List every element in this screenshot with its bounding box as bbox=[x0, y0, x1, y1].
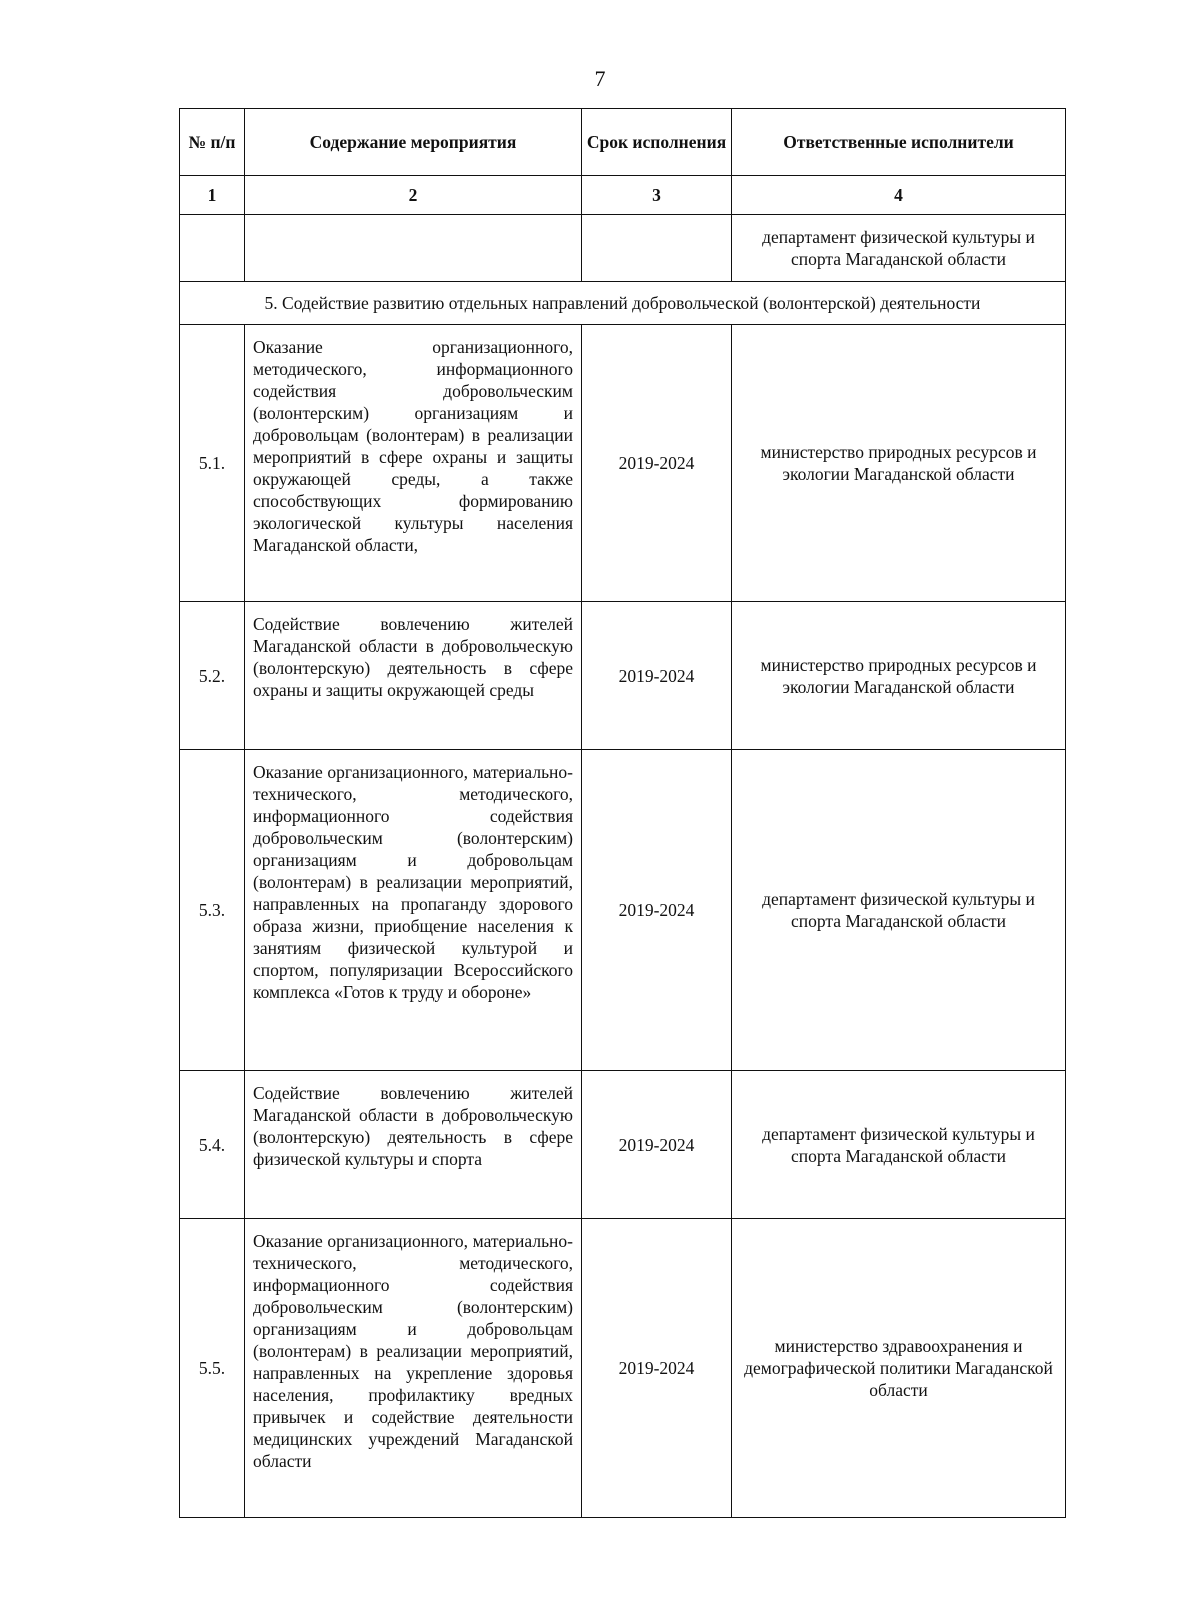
table-header-row bbox=[180, 109, 1066, 176]
row-responsible: министерство природных ресурсов и экологии Магаданской области bbox=[732, 325, 1066, 602]
row-responsible: министерство здравоохранения и демографической политики Магаданской области bbox=[732, 1219, 1066, 1518]
row-content: Содействие вовлечению жителей Магаданской области в добровольческую (волонтерскую) деятельность в сфере охраны и защиты окружающей среды bbox=[245, 602, 582, 750]
column-number-row bbox=[180, 176, 1066, 215]
row-number: 5.3. bbox=[180, 750, 245, 1071]
continuation-row bbox=[180, 215, 1066, 282]
header-content: Содержание мероприятия bbox=[245, 109, 582, 176]
section-title: 5. Содействие развитию отдельных направлений добровольческой (волонтерской) деятельности bbox=[180, 282, 1066, 325]
row-term: 2019-2024 bbox=[582, 325, 732, 602]
column-number: 3 bbox=[582, 176, 732, 215]
column-number: 1 bbox=[180, 176, 245, 215]
activities-table bbox=[179, 108, 1066, 1518]
row-responsible: департамент физической культуры и спорта Магаданской области bbox=[732, 750, 1066, 1071]
row-content: Оказание организационного, методического, информационного содействия добровольческим (волонтерским) организациям и добровольцам (волонтерам) в реализации мероприятий в сфере охраны и защиты окружающей среды, а также способствующих формированию экологической культуры населения Магаданской области, bbox=[245, 325, 582, 602]
column-number: 4 bbox=[732, 176, 1066, 215]
page-number: 7 bbox=[594, 66, 606, 91]
table-row bbox=[180, 602, 1066, 750]
column-number: 2 bbox=[245, 176, 582, 215]
row-content: Оказание организационного, материально-технического, методического, информационного содействия добровольческим (волонтерским) организациям и добровольцам (волонтерам) в реализации мероприятий, направленных на пропаганду здорового образа жизни, приобщение населения к занятиям физической культурой и спортом, популяризации Всероссийского комплекса «Готов к труду и обороне» bbox=[245, 750, 582, 1071]
empty-cell bbox=[582, 215, 732, 282]
empty-cell bbox=[180, 215, 245, 282]
header-responsible: Ответственные исполнители bbox=[732, 109, 1066, 176]
empty-cell bbox=[245, 215, 582, 282]
row-term: 2019-2024 bbox=[582, 1071, 732, 1219]
section-row bbox=[180, 282, 1066, 325]
header-number: № п/п bbox=[180, 109, 245, 176]
row-number: 5.5. bbox=[180, 1219, 245, 1518]
responsible-cell: департамент физической культуры и спорта Магаданской области bbox=[732, 215, 1066, 282]
table-row bbox=[180, 325, 1066, 602]
row-term: 2019-2024 bbox=[582, 750, 732, 1071]
row-content: Содействие вовлечению жителей Магаданской области в добровольческую (волонтерскую) деятельность в сфере физической культуры и спорта bbox=[245, 1071, 582, 1219]
row-number: 5.1. bbox=[180, 325, 245, 602]
row-content: Оказание организационного, материально-технического, методического, информационного содействия добровольческим (волонтерским) организациям и добровольцам (волонтерам) в реализации мероприятий, направленных на укрепление здоровья населения, профилактику вредных привычек и содействие деятельности медицинских учреждений Магаданской области bbox=[245, 1219, 582, 1518]
header-term: Срок исполнения bbox=[582, 109, 732, 176]
table-row bbox=[180, 1219, 1066, 1518]
row-term: 2019-2024 bbox=[582, 1219, 732, 1518]
row-number: 5.2. bbox=[180, 602, 245, 750]
row-number: 5.4. bbox=[180, 1071, 245, 1219]
row-term: 2019-2024 bbox=[582, 602, 732, 750]
row-responsible: министерство природных ресурсов и экологии Магаданской области bbox=[732, 602, 1066, 750]
table-row bbox=[180, 750, 1066, 1071]
row-responsible: департамент физической культуры и спорта Магаданской области bbox=[732, 1071, 1066, 1219]
table-row bbox=[180, 1071, 1066, 1219]
